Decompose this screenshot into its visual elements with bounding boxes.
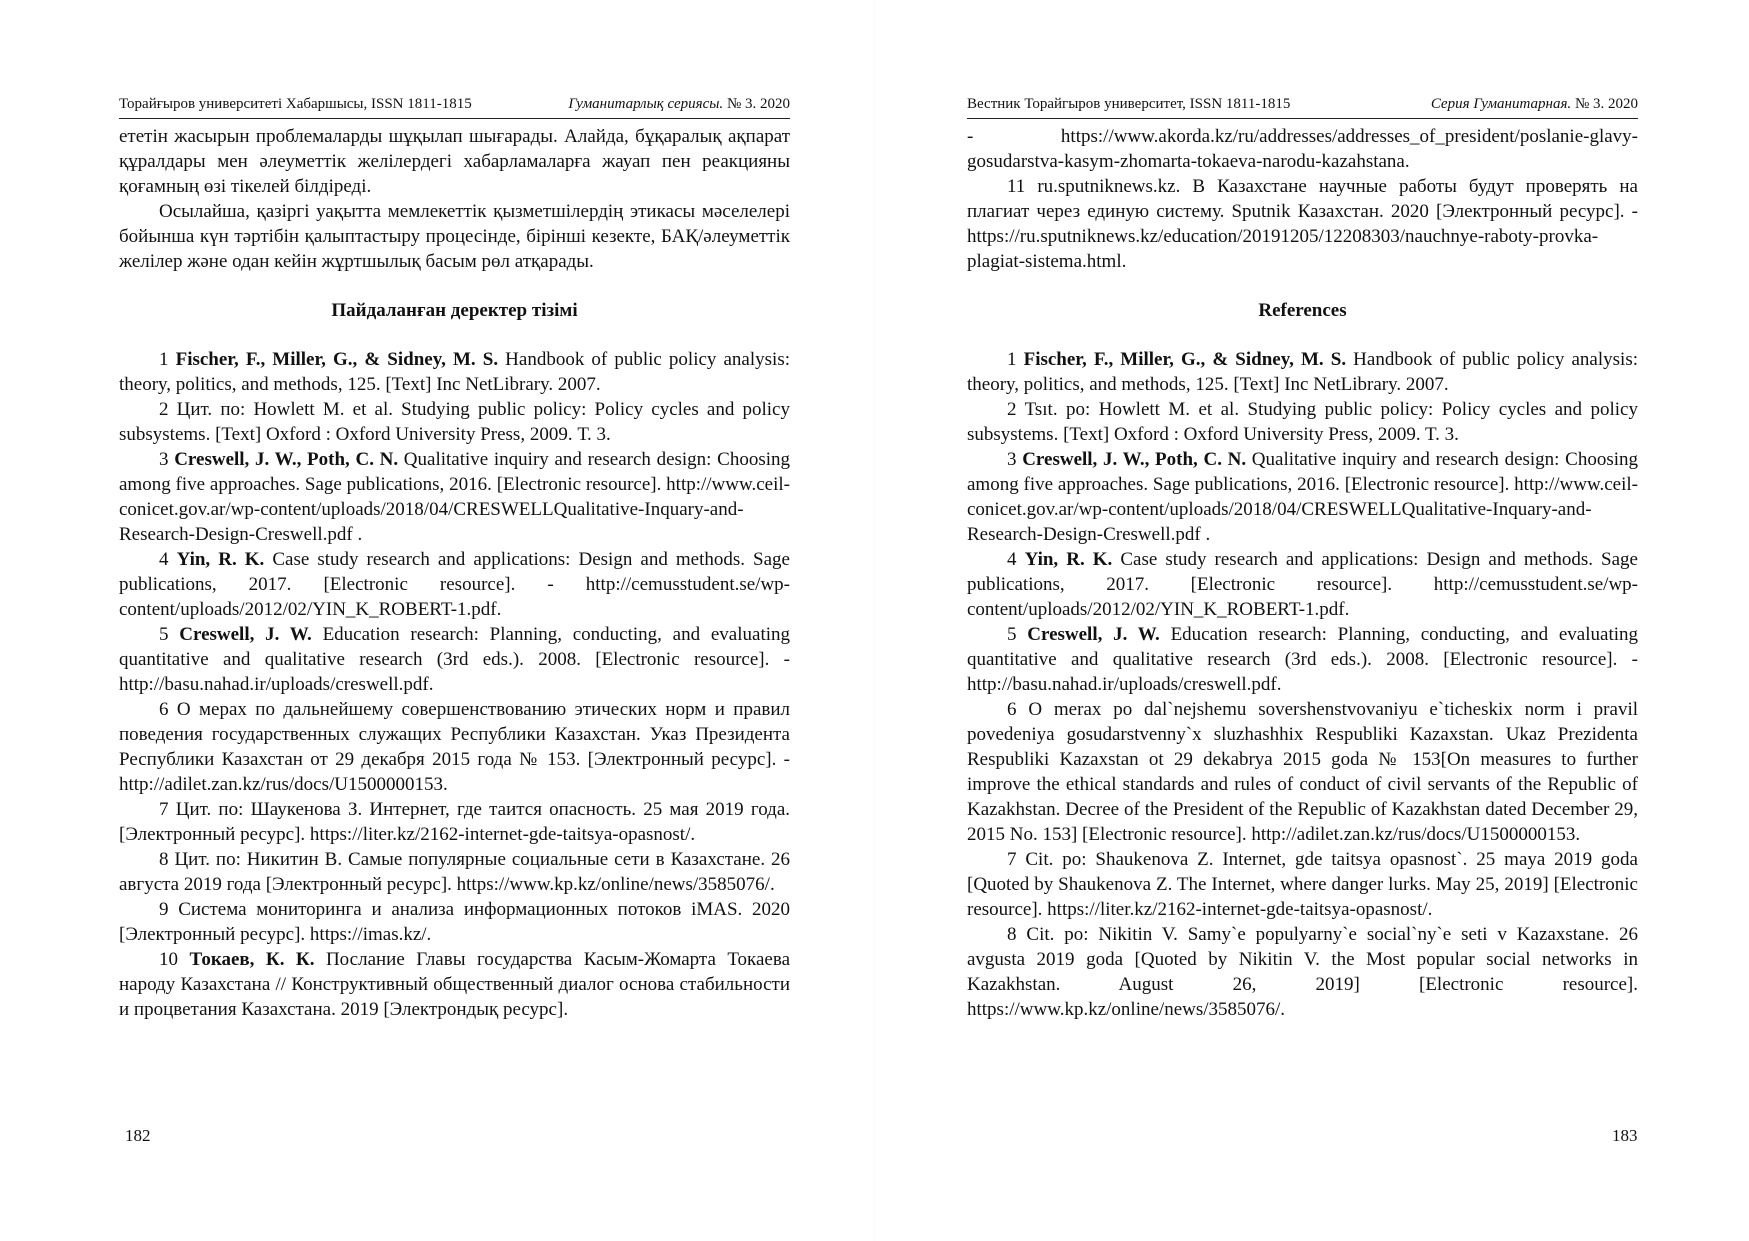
page-number: 182 [125,1126,151,1145]
reference-item: 3 Creswell, J. W., Poth, C. N. Qualitative inquiry and research design: Choosing among five approaches. Sage publications, 2016. [Electronic resource]. http://www.ceil-conicet.gov.ar/wp-content/uploads/2018/04/CRESWELLQualitative-Inquary-and-Research-Design-Creswell.pdf . [967,449,1638,545]
reference-item: 8 Cit. po: Nikitin V. Samy`e populyarny`e social`ny`e seti v Kazaxstane. 26 avgusta 2019 goda [Quoted by Nikitin V. the Most popular social networks in Kazakhstan. August 26, 2019] [Electronic resource]. https://www.kp.kz/online/news/3585076/. [967,924,1638,1020]
reference-item: 7 Цит. по: Шаукенова З. Интернет, где таится опасность. 25 мая 2019 года. [Электронный ресурс]. https://liter.kz/2162-internet-gde-taitsya-opasnost/. [119,799,791,845]
reference-author: Creswell, J. W. [1027,624,1160,645]
page-body [967,124,1638,1022]
reference-item: 10 Токаев, К. К. Послание Главы государства Касым-Жомарта Токаева народу Казахстана // Конструктивный общественный диалог основа стабильности и процветания Казахстана. 2019 [Электрондық ресурс]. [119,949,791,1020]
right-page [875,0,1749,1241]
reference-author: Yin, R. K. [1024,549,1113,570]
reference-author: Fischer, F., Miller, G., & Sidney, M. S. [175,349,499,370]
reference-author: Creswell, J. W., Poth, C. N. [1022,449,1247,470]
reference-continuation: - https://www.akorda.kz/ru/addresses/addresses_of_president/poslanie-glavy-gosudarstva-kasym-zhomarta-tokaeva-narodu-kazahstana. [967,126,1638,172]
reference-item: 11 ru.sputniknews.kz. В Казахстане научные работы будут проверять на плагиат через единую систему. Sputnik Казахстан. 2020 [Электронный ресурс]. - https://ru.sputniknews.kz/education/20191205/12208303/nauchnye-raboty-provka-plagiat-sistema.html. [967,176,1638,272]
reference-author: Fischer, F., Miller, G., & Sidney, M. S. [1023,349,1347,370]
series-name: Гуманитарлық сериясы. [568,96,724,112]
running-header [967,95,1638,119]
references-heading: References [1258,300,1347,321]
reference-item: 4 Yin, R. K. Case study research and applications: Design and methods. Sage publications, 2017. [Electronic resource]. - http://cemusstudent.se/wp-content/uploads/2012/02/YIN_K_ROBERT-1.pdf. [119,549,790,620]
journal-title: Торайғыров университеті Хабаршысы, ISSN 1811-1815 [119,96,472,112]
reference-item: 8 Цит. по: Никитин В. Самые популярные социальные сети в Казахстане. 26 августа 2019 года [Электронный ресурс]. https://www.kp.kz/online/news/3585076/. [119,849,791,895]
series-name: Серия Гуманитарная. [1430,96,1572,112]
reference-item: 5 Creswell, J. W. Education research: Planning, conducting, and evaluating quantitative and qualitative research (3rd eds.). 2008. [Electronic resource]. - http://basu.nahad.ir/uploads/creswell.pdf. [967,624,1639,695]
reference-item: 9 Система мониторинга и анализа информационных потоков iMAS. 2020 [Электронный ресурс]. https://imas.kz/. [119,899,791,945]
reference-item: 3 Creswell, J. W., Poth, C. N. Qualitative inquiry and research design: Choosing among five approaches. Sage publications, 2016. [Electronic resource]. http://www.ceil-conicet.gov.ar/wp-content/uploads/2018/04/CRESWELLQualitative-Inquary-and-Research-Design-Creswell.pdf . [119,449,790,545]
page-number: 183 [1612,1126,1638,1145]
journal-title: Вестник Торайгыров университет, ISSN 1811-1815 [967,96,1291,112]
reference-item: 7 Cit. po: Shaukenova Z. Internet, gde taitsya opasnost`. 25 maya 2019 goda [Quoted by Shaukenova Z. The Internet, where danger lurks. May 25, 2019] [Electronic resource]. https://liter.kz/2162-internet-gde-taitsya-opasnost/. [967,849,1638,920]
reference-item: 6 О мерах по дальнейшему совершенствованию этических норм и правил поведения государственных служащих Республики Казахстан. Указ Президента Республики Казахстан от 29 декабря 2015 года № 153. [Электронный ресурс]. - http://adilet.zan.kz/rus/docs/U1500000153. [119,699,790,795]
series-issue [1431,95,1638,113]
page-body [119,124,790,1022]
left-page [0,0,874,1241]
reference-item: 2 Цит. по: Howlett M. et al. Studying public policy: Policy cycles and policy subsystems. [Text] Oxford : Oxford University Press, 2009. Т. 3. [119,399,790,445]
reference-item: 1 Fischer, F., Miller, G., & Sidney, M. S. Handbook of public policy analysis: theory, politics, and methods, 125. [Text] Inc NetLibrary. 2007. [967,349,1638,395]
reference-author: Токаев, К. К. [189,949,315,970]
reference-author: Yin, R. K. [176,549,265,570]
reference-item: 1 Fischer, F., Miller, G., & Sidney, M. S. Handbook of public policy analysis: theory, politics, and methods, 125. [Text] Inc NetLibrary. 2007. [119,349,790,395]
issue-number: № 3. 2020 [1574,96,1638,112]
references-heading: Пайдаланған деректер тізімі [331,300,578,321]
reference-author: Creswell, J. W., Poth, C. N. [174,449,399,470]
reference-item: 2 Tsıt. po: Howlett M. et al. Studying public policy: Policy cycles and policy subsystems. [Text] Oxford : Oxford University Press, 2009. T. 3. [967,399,1638,445]
body-paragraph: Осылайша, қазіргі уақытта мемлекеттік қызметшілердің этикасы мәселелері бойынша күн тәртібін қалыптастыру процесінде, бірінші кезекте, БАҚ/әлеуметтік желілер және одан кейін жұртшылық басым рөл атқарады. [119,201,790,272]
running-header [119,95,790,119]
reference-item: 5 Creswell, J. W. Education research: Planning, conducting, and evaluating quantitative and qualitative research (3rd eds.). 2008. [Electronic resource]. - http://basu.nahad.ir/uploads/creswell.pdf. [119,624,791,695]
reference-item: 4 Yin, R. K. Case study research and applications: Design and methods. Sage publications, 2017. [Electronic resource]. http://cemusstudent.se/wp-content/uploads/2012/02/YIN_K_ROBERT-1.pdf. [967,549,1638,620]
series-issue [568,95,790,113]
issue-number: № 3. 2020 [726,96,790,112]
reference-item: 6 O merax po dal`nejshemu sovershenstvovaniyu e`ticheskix norm i pravil povedeniya gosudarstvenny`x sluzhashhix Respubliki Kazaxstan. Ukaz Prezidenta Respubliki Kazaxstan ot 29 dekabrya 2015 goda № 153[On measures to further improve the ethical standards and rules of conduct of civil servants of the Republic of Kazakhstan. Decree of the President of the Republic of Kazakhstan dated December 29, 2015 No. 153] [Electronic resource]. http://adilet.zan.kz/rus/docs/U1500000153. [967,699,1639,845]
reference-author: Creswell, J. W. [179,624,312,645]
body-paragraph: ететін жасырын проблемаларды шұқылап шығарады. Алайда, бұқаралық ақпарат құралдары мен әлеуметтік желілердегі хабарламаларға жауап пен реакцияны қоғамның өзі тікелей білдіреді. [119,126,790,197]
